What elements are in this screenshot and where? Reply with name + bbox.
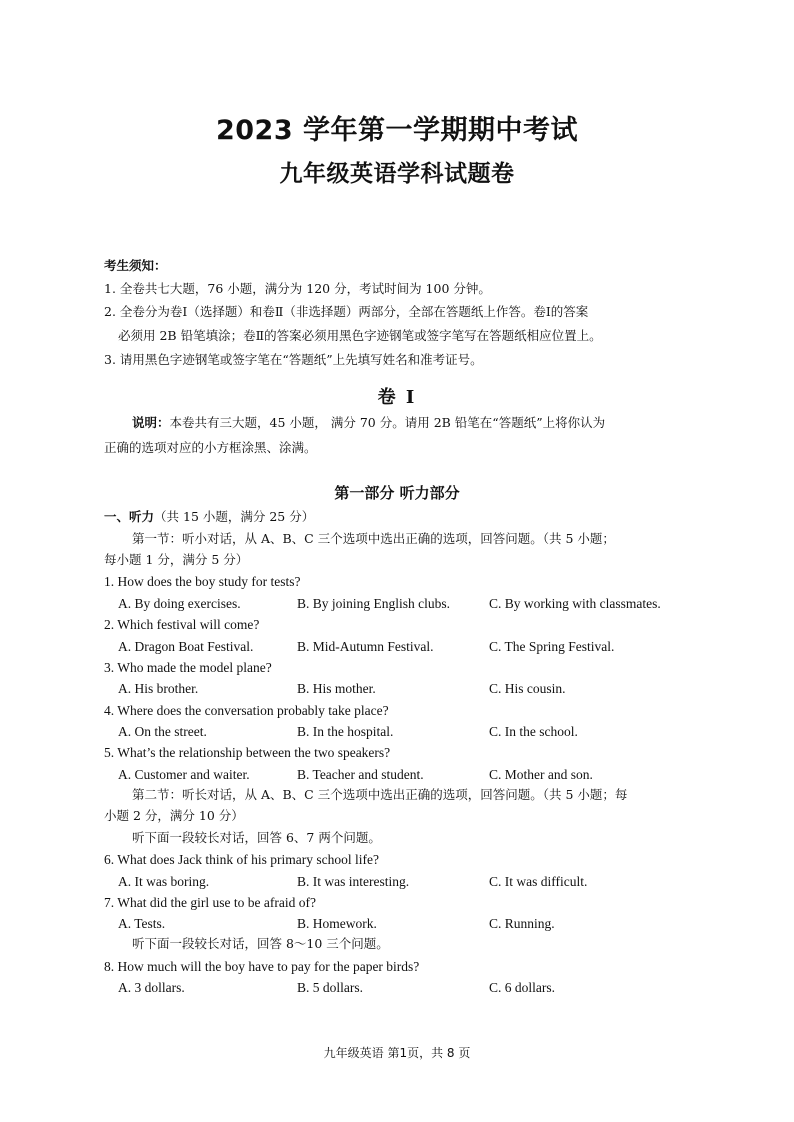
q7-option-a: A. Tests. [118,916,166,931]
q5-option-b: B. Teacher and student. [297,767,424,782]
volume-title: 卷 Ⅰ [377,387,417,408]
q7-option-c: C. Running. [489,916,555,931]
notice-item-2a: 2. 全卷分为卷Ⅰ（选择题）和卷Ⅱ（非选择题）两部分，全部在答题纸上作答。卷Ⅰ的答案 [104,304,589,319]
notice-item-1: 1. 全卷共七大题，76 小题，满分为 120 分，考试时间为 100 分钟。 [104,281,491,296]
volume-desc-a-text: 本卷共有三大题，45 小题， 满分 70 分。请用 2B 铅笔在“答题纸”上将你认为 [169,415,606,430]
q6-option-a: A. It was boring. [118,874,210,889]
q4-option-a: A. On the street. [118,724,207,739]
section-info: （共 15 小题，满分 25 分） [154,509,315,524]
q5-option-a: A. Customer and waiter. [118,767,250,782]
sub2-instruction-b: 小题 2 分，满分 10 分） [104,808,244,823]
question-4: 4. Where does the conversation probably take place? [104,703,389,718]
q8-option-a: A. 3 dollars. [118,980,185,995]
notice-item-3: 3. 请用黑色字迹钢笔或签字笔在“答题纸”上先填写姓名和准考证号。 [104,352,483,367]
q3-option-a: A. His brother. [118,681,199,696]
sub1-instruction-b: 每小题 1 分，满分 5 分） [104,552,249,567]
section-listening [104,509,314,525]
question-7: 7. What did the girl use to be afraid of? [104,895,316,910]
question-2: 2. Which festival will come? [104,617,260,632]
q4-option-c: C. In the school. [489,724,578,739]
question-5: 5. What’s the relationship between the two speakers? [104,745,391,760]
exam-subtitle: 九年级英语学科试题卷 [279,161,515,187]
q7-option-b: B. Homework. [297,916,377,931]
volume-desc-b: 正确的选项对应的小方框涂黑、涂满。 [104,440,317,455]
question-8: 8. How much will the boy have to pay for the paper birds? [104,959,420,974]
part1-title: 第一部分 听力部分 [334,484,460,502]
q2-option-a: A. Dragon Boat Festival. [118,639,254,654]
q6-option-b: B. It was interesting. [297,874,410,889]
sub1-instruction-a: 第一节：听小对话，从 A、B、C 三个选项中选出正确的选项，回答问题。（共 5 小题； [132,531,615,546]
q2-option-b: B. Mid-Autumn Festival. [297,639,434,654]
question-3: 3. Who made the model plane? [104,660,272,675]
listen-6-7: 听下面一段较长对话，回答 6、7 两个问题。 [132,830,381,845]
notice-heading: 考生须知： [104,258,167,273]
q8-option-b: B. 5 dollars. [297,980,363,995]
q2-option-c: C. The Spring Festival. [489,639,615,654]
question-6: 6. What does Jack think of his primary school life? [104,852,379,867]
q1-option-c: C. By working with classmates. [489,596,661,611]
volume-desc-label: 说明： [132,415,170,430]
volume-desc-a [132,415,605,431]
question-1: 1. How does the boy study for tests? [104,574,301,589]
q6-option-c: C. It was difficult. [489,874,588,889]
listen-8-10: 听下面一段较长对话，回答 8～10 三个问题。 [132,936,389,951]
section-label: 一、听力 [104,509,155,524]
q1-option-a: A. By doing exercises. [118,596,241,611]
exam-title: 2023 学年第一学期期中考试 [215,115,579,146]
page-footer: 九年级英语 第1页，共 8 页 [323,1046,471,1060]
notice-item-2b: 必须用 2B 铅笔填涂；卷Ⅱ的答案必须用黑色字迹钢笔或签字笔写在答题纸相应位置上。 [118,328,602,343]
q1-option-b: B. By joining English clubs. [297,596,451,611]
q3-option-b: B. His mother. [297,681,376,696]
q8-option-c: C. 6 dollars. [489,980,555,995]
q3-option-c: C. His cousin. [489,681,566,696]
q4-option-b: B. In the hospital. [297,724,394,739]
q5-option-c: C. Mother and son. [489,767,593,782]
sub2-instruction-a: 第二节：听长对话，从 A、B、C 三个选项中选出正确的选项，回答问题。（共 5 小题；每 [132,787,628,802]
